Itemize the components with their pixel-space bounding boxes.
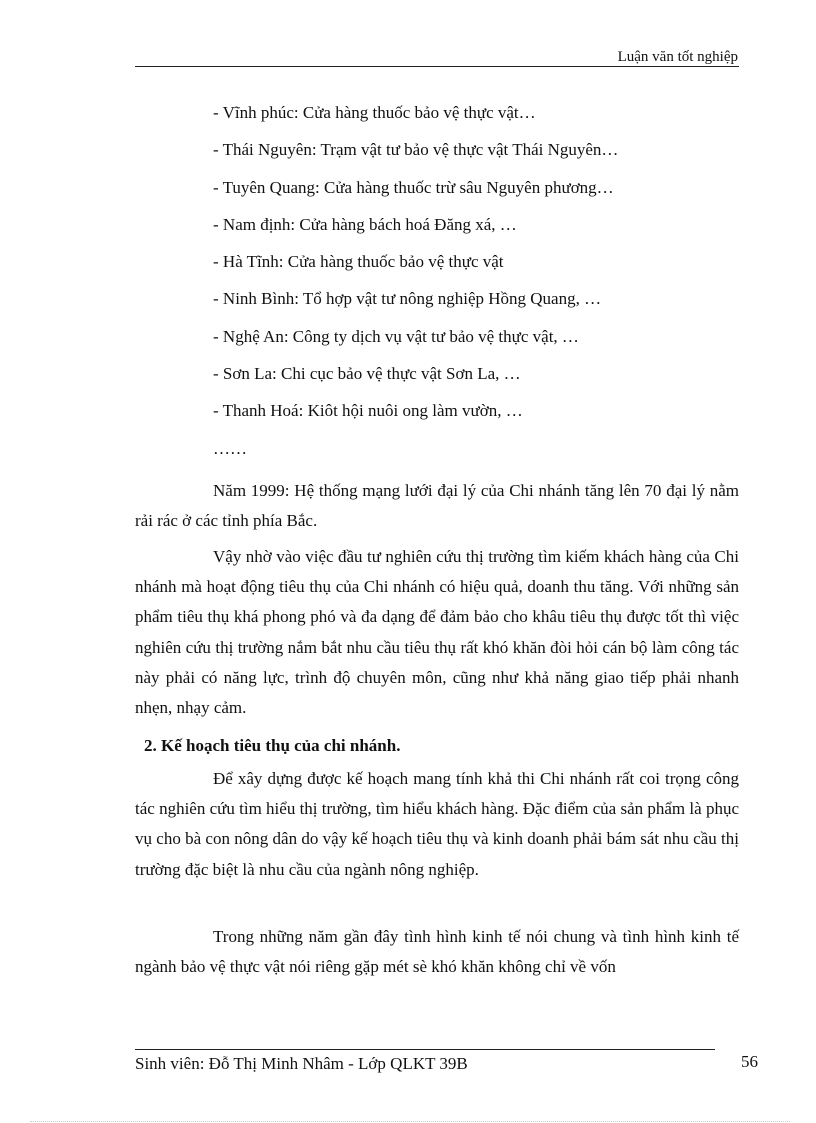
paragraph-sales-plan: Để xây dựng được kế hoạch mang tính khả thi Chi nhánh rất coi trọng công tác nghiên cứu tìm hiểu thị trường, tìm hiểu khách hàng. Đặc điểm của sản phẩm là phục vụ cho bà con nông dân do vậy kế hoạch tiêu thụ và kinh doanh phải bám sát nhu cầu thị trường đặc biệt là nhu cầu của ngành nông nghiệp.: [135, 769, 739, 879]
paragraph-agency-count: Năm 1999: Hệ thống mạng lưới đại lý của Chi nhánh tăng lên 70 đại lý nằm rải rác ở các tỉnh phía Bắc.: [135, 481, 739, 531]
paragraph-market-research: Vậy nhờ vào việc đầu tư nghiên cứu thị trường tìm kiếm khách hàng của Chi nhánh mà hoạt động tiêu thụ của Chi nhánh có hiệu quả, doanh thu tăng. Với những sản phẩm tiêu thụ khá phong phó và đa dạng để đảm bảo cho khâu tiêu thụ được tốt thì việc nghiên cứu thị trường nắm bắt nhu cầu tiêu thụ rất khó khăn đòi hỏi cán bộ làm công tác này phải có năng lực, trình độ chuyên môn, cũng như khả năng giao tiếp phải nhanh nhẹn, nhạy cảm.: [135, 547, 739, 718]
list-item: - Ninh Bình: Tổ hợp vật tư nông nghiệp Hồng Quang, …: [213, 289, 602, 309]
agency-list: [213, 101, 618, 474]
section-heading: 2. Kế hoạch tiêu thụ của chi nhánh.: [144, 736, 401, 755]
footer-divider: [135, 1049, 715, 1050]
header-divider: [135, 66, 739, 67]
list-item: - Sơn La: Chi cục bảo vệ thực vật Sơn La, …: [213, 364, 521, 384]
list-item: - Thái Nguyên: Trạm vật tư bảo vệ thực vật Thái Nguyên…: [213, 140, 619, 160]
paragraph-economic-situation: Trong những năm gần đây tình hình kinh tế nói chung và tình hình kinh tế ngành bảo vệ thực vật nói riêng gặp mét sè khó khăn không chỉ về vốn: [135, 927, 739, 977]
running-header: Luận văn tốt nghiệp: [617, 49, 738, 65]
list-item: - Thanh Hoá: Kiôt hội nuôi ong làm vườn, …: [213, 401, 523, 421]
list-item: - Nghệ An: Công ty dịch vụ vật tư bảo vệ thực vật, …: [213, 326, 579, 346]
footer-student-info: Sinh viên: Đỗ Thị Minh Nhâm - Lớp QLKT 39B: [135, 1054, 468, 1073]
page-number: 56: [741, 1052, 758, 1071]
list-item: - Hà Tĩnh: Cửa hàng thuốc bảo vệ thực vật: [213, 252, 504, 272]
page-bottom-edge: [30, 1121, 790, 1122]
list-item: ……: [213, 438, 247, 458]
list-item: - Vĩnh phúc: Cửa hàng thuốc bảo vệ thực vật…: [213, 103, 536, 122]
list-item: - Nam định: Cửa hàng bách hoá Đăng xá, …: [213, 214, 517, 234]
list-item: - Tuyên Quang: Cửa hàng thuốc trừ sâu Nguyên phương…: [213, 177, 614, 197]
